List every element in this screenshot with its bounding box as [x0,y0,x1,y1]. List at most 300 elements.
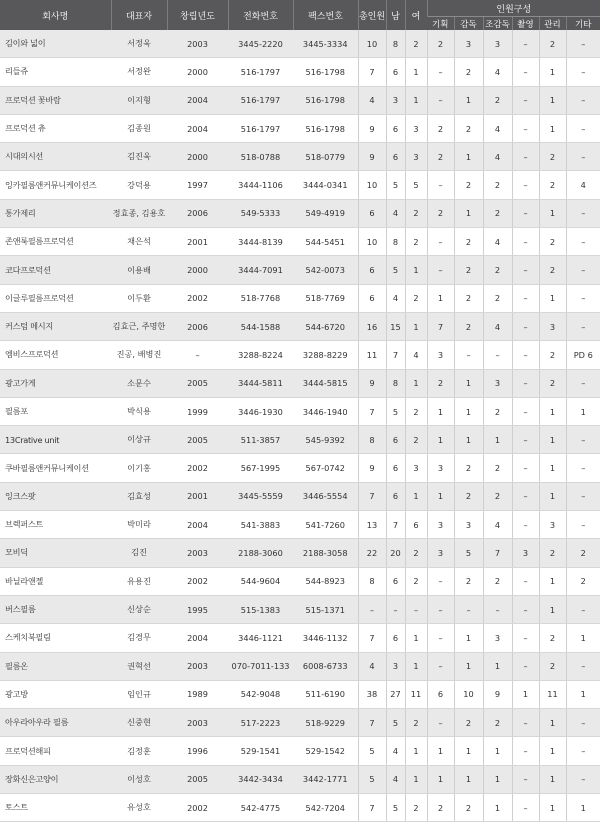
cell-ceo: 서정완 [111,58,167,86]
cell-planning: – [427,567,454,595]
cell-male: – [386,595,405,623]
cell-planning: – [427,58,454,86]
cell-management: 2 [539,228,566,256]
cell-planning: 2 [427,199,454,227]
cell-male: 7 [386,341,405,369]
cell-assistant-director: 2 [483,199,512,227]
cell-cinematography: – [512,454,539,482]
table-row [0,369,600,397]
table-row [0,86,600,114]
cell-female: 11 [405,680,427,708]
cell-planning: – [427,709,454,737]
cell-management: 1 [539,114,566,142]
cell-total: 7 [358,397,386,425]
cell-fax: 542-0073 [293,256,358,284]
cell-male: 4 [386,765,405,793]
cell-other: – [566,30,600,58]
cell-fax: 516-1798 [293,58,358,86]
table-row [0,737,600,765]
cell-total: 6 [358,256,386,284]
cell-phone: 3446-1930 [228,397,293,425]
cell-company: 토스트 [0,794,111,822]
cell-planning: 1 [427,397,454,425]
cell-total: 16 [358,312,386,340]
cell-director: 2 [454,228,483,256]
cell-founded: 2005 [167,426,228,454]
cell-founded: 2000 [167,256,228,284]
cell-phone: 515-1383 [228,595,293,623]
cell-director: 2 [454,171,483,199]
cell-ceo: 유성호 [111,794,167,822]
table-row [0,652,600,680]
cell-other: – [566,595,600,623]
cell-planning: – [427,228,454,256]
cell-cinematography: – [512,199,539,227]
cell-fax: 544-6720 [293,312,358,340]
cell-male: 5 [386,256,405,284]
cell-male: 3 [386,652,405,680]
header-phone: 전화번호 [228,0,293,30]
cell-male: 5 [386,709,405,737]
cell-management: 2 [539,624,566,652]
cell-other: – [566,426,600,454]
cell-assistant-director: 4 [483,511,512,539]
cell-fax: 544-5451 [293,228,358,256]
cell-company: 장화신은고양이 [0,765,111,793]
cell-planning: 7 [427,312,454,340]
cell-fax: 3288-8229 [293,341,358,369]
cell-female: 1 [405,256,427,284]
cell-fax: 516-1798 [293,114,358,142]
cell-ceo: 진공, 배병진 [111,341,167,369]
cell-ceo: 소문수 [111,369,167,397]
cell-ceo: 신중현 [111,709,167,737]
cell-management: 1 [539,482,566,510]
cell-management: 2 [539,143,566,171]
header-staff-director: 감독 [454,17,483,31]
cell-planning: 2 [427,30,454,58]
cell-company: 모비딕 [0,539,111,567]
cell-phone: 517-2223 [228,709,293,737]
cell-director: 1 [454,86,483,114]
cell-director: 2 [454,709,483,737]
cell-management: 1 [539,709,566,737]
cell-planning: 2 [427,369,454,397]
cell-company: 브렉퍼스트 [0,511,111,539]
cell-ceo: 정효종, 김용호 [111,199,167,227]
cell-cinematography: – [512,567,539,595]
cell-cinematography: – [512,30,539,58]
cell-phone: 3444-1106 [228,171,293,199]
cell-company: 프로덕션 츄 [0,114,111,142]
cell-assistant-director: 3 [483,30,512,58]
cell-phone: 542-9048 [228,680,293,708]
cell-female: – [405,595,427,623]
cell-assistant-director: 2 [483,482,512,510]
cell-female: 1 [405,58,427,86]
cell-ceo: 이용배 [111,256,167,284]
table-row [0,794,600,822]
cell-assistant-director: 1 [483,737,512,765]
cell-assistant-director: 4 [483,58,512,86]
cell-founded: 1989 [167,680,228,708]
cell-cinematography: – [512,171,539,199]
cell-planning: 1 [427,765,454,793]
cell-company: 스케치북필림 [0,624,111,652]
cell-director: 1 [454,397,483,425]
table-row [0,454,600,482]
cell-ceo: 김종원 [111,114,167,142]
cell-ceo: 김정훈 [111,737,167,765]
cell-other: 1 [566,794,600,822]
cell-female: 5 [405,171,427,199]
cell-founded: 1996 [167,737,228,765]
cell-female: 2 [405,567,427,595]
cell-female: 1 [405,765,427,793]
cell-founded: 2000 [167,143,228,171]
cell-assistant-director: 1 [483,426,512,454]
cell-cinematography: – [512,765,539,793]
cell-company: 잉크스팟 [0,482,111,510]
cell-founded: 2004 [167,86,228,114]
cell-director: 1 [454,143,483,171]
cell-assistant-director: – [483,595,512,623]
cell-cinematography: – [512,341,539,369]
cell-phone: 3288-8224 [228,341,293,369]
table-row [0,312,600,340]
cell-total: – [358,595,386,623]
table-row [0,482,600,510]
cell-assistant-director: 2 [483,709,512,737]
cell-fax: 544-8923 [293,567,358,595]
cell-phone: 3444-8139 [228,228,293,256]
cell-cinematography: – [512,58,539,86]
cell-other: – [566,454,600,482]
table-row [0,539,600,567]
cell-phone: 549-5333 [228,199,293,227]
cell-director: – [454,341,483,369]
cell-cinematography: 3 [512,539,539,567]
cell-phone: 544-9604 [228,567,293,595]
cell-female: 1 [405,624,427,652]
cell-ceo: 박식용 [111,397,167,425]
cell-ceo: 이성호 [111,765,167,793]
cell-phone: 518-7768 [228,284,293,312]
cell-company: 광고방 [0,680,111,708]
cell-phone: 516-1797 [228,86,293,114]
cell-director: 2 [454,454,483,482]
cell-fax: 518-9229 [293,709,358,737]
cell-management: 1 [539,426,566,454]
table-row [0,511,600,539]
cell-cinematography: – [512,397,539,425]
cell-fax: 3444-0341 [293,171,358,199]
cell-fax: 549-4919 [293,199,358,227]
cell-management: 1 [539,199,566,227]
cell-fax: 518-0779 [293,143,358,171]
cell-founded: 2004 [167,511,228,539]
cell-director: 1 [454,737,483,765]
cell-company: 아우라아우라 필름 [0,709,111,737]
cell-planning: 1 [427,482,454,510]
cell-fax: 3444-5815 [293,369,358,397]
cell-ceo: 김진욱 [111,143,167,171]
cell-female: 2 [405,397,427,425]
cell-assistant-director: 7 [483,539,512,567]
cell-ceo: 채은석 [111,228,167,256]
header-fax: 팩스번호 [293,0,358,30]
cell-assistant-director: 4 [483,312,512,340]
header-founded: 창립년도 [167,0,228,30]
cell-company: 커스텀 메시지 [0,312,111,340]
cell-total: 7 [358,794,386,822]
cell-management: 3 [539,511,566,539]
cell-company: 13Crative unit [0,426,111,454]
cell-total: 9 [358,143,386,171]
cell-phone: 3446-1121 [228,624,293,652]
cell-founded: 2003 [167,539,228,567]
cell-management: 1 [539,595,566,623]
header-ceo: 대표자 [111,0,167,30]
cell-ceo: 강덕용 [111,171,167,199]
cell-other: PD 6 [566,341,600,369]
cell-founded: 2006 [167,199,228,227]
cell-phone: 511-3857 [228,426,293,454]
cell-female: 2 [405,284,427,312]
cell-ceo: 신상순 [111,595,167,623]
cell-assistant-director: 2 [483,567,512,595]
cell-company: 버스필름 [0,595,111,623]
cell-planning: 3 [427,454,454,482]
cell-male: 4 [386,284,405,312]
table-row [0,709,600,737]
cell-phone: 3445-2220 [228,30,293,58]
cell-cinematography: – [512,794,539,822]
cell-female: 1 [405,312,427,340]
cell-management: 1 [539,397,566,425]
cell-other: 4 [566,171,600,199]
cell-planning: – [427,624,454,652]
cell-assistant-director: 1 [483,652,512,680]
cell-management: 2 [539,539,566,567]
cell-female: 1 [405,86,427,114]
cell-fax: 516-1798 [293,86,358,114]
cell-total: 9 [358,114,386,142]
cell-total: 8 [358,426,386,454]
cell-cinematography: – [512,482,539,510]
table-row [0,680,600,708]
cell-cinematography: – [512,624,539,652]
cell-cinematography: – [512,737,539,765]
cell-phone: 070-7011-133 [228,652,293,680]
cell-director: 1 [454,199,483,227]
cell-total: 7 [358,482,386,510]
cell-total: 5 [358,737,386,765]
cell-other: – [566,369,600,397]
table-row [0,624,600,652]
cell-company: 시대의시선 [0,143,111,171]
cell-founded: 2002 [167,284,228,312]
cell-cinematography: – [512,652,539,680]
header-company: 회사명 [0,0,111,30]
table-row [0,284,600,312]
cell-total: 4 [358,652,386,680]
cell-director: 2 [454,58,483,86]
cell-founded: 2002 [167,454,228,482]
cell-ceo: 이두환 [111,284,167,312]
cell-founded: 2003 [167,30,228,58]
cell-company: 필름온 [0,652,111,680]
cell-company: 존앤룩필름프로덕션 [0,228,111,256]
cell-management: 2 [539,341,566,369]
cell-founded: – [167,341,228,369]
cell-female: 2 [405,426,427,454]
cell-founded: 2004 [167,114,228,142]
cell-other: – [566,58,600,86]
cell-assistant-director: 2 [483,454,512,482]
cell-other: – [566,511,600,539]
cell-director: 1 [454,652,483,680]
cell-female: 3 [405,114,427,142]
cell-assistant-director: 4 [483,114,512,142]
cell-total: 5 [358,765,386,793]
cell-founded: 1997 [167,171,228,199]
cell-ceo: 김효성 [111,482,167,510]
cell-male: 4 [386,737,405,765]
cell-fax: 3442-1771 [293,765,358,793]
cell-company: 리들쥬 [0,58,111,86]
cell-company: 쿠바필름앤커뮤니케이션 [0,454,111,482]
cell-female: 2 [405,794,427,822]
cell-cinematography: – [512,143,539,171]
cell-company: 엠비스프로덕션 [0,341,111,369]
cell-other: 1 [566,397,600,425]
cell-management: 2 [539,30,566,58]
cell-management: 3 [539,312,566,340]
cell-female: 2 [405,228,427,256]
cell-total: 10 [358,171,386,199]
cell-director: 2 [454,284,483,312]
cell-ceo: 김진 [111,539,167,567]
cell-director: – [454,595,483,623]
table-row [0,199,600,227]
cell-other: 2 [566,567,600,595]
cell-founded: 2001 [167,482,228,510]
cell-phone: 518-0788 [228,143,293,171]
cell-male: 6 [386,624,405,652]
cell-assistant-director: 4 [483,228,512,256]
cell-planning: – [427,652,454,680]
cell-male: 6 [386,143,405,171]
cell-management: 2 [539,369,566,397]
cell-company: 김이와 넓이 [0,30,111,58]
cell-company: 광고가게 [0,369,111,397]
cell-ceo: 김효근, 주명한 [111,312,167,340]
cell-assistant-director: 3 [483,624,512,652]
cell-total: 6 [358,199,386,227]
cell-phone: 516-1797 [228,58,293,86]
header-staff-group: 인원구성 [427,0,600,17]
cell-fax: 3446-5554 [293,482,358,510]
cell-director: 2 [454,794,483,822]
cell-male: 3 [386,86,405,114]
cell-director: 2 [454,114,483,142]
cell-ceo: 임인규 [111,680,167,708]
cell-planning: – [427,256,454,284]
cell-male: 6 [386,426,405,454]
cell-cinematography: – [512,312,539,340]
cell-fax: 511-6190 [293,680,358,708]
cell-assistant-director: 4 [483,143,512,171]
cell-male: 6 [386,454,405,482]
cell-other: – [566,199,600,227]
cell-founded: 2002 [167,794,228,822]
cell-management: 1 [539,794,566,822]
cell-phone: 3445-5559 [228,482,293,510]
cell-total: 7 [358,58,386,86]
cell-founded: 2006 [167,312,228,340]
cell-other: – [566,86,600,114]
table-row [0,58,600,86]
cell-management: 2 [539,256,566,284]
cell-other: – [566,652,600,680]
cell-male: 5 [386,794,405,822]
cell-fax: 3445-3334 [293,30,358,58]
cell-company: 이글루필름프로덕션 [0,284,111,312]
cell-fax: 545-9392 [293,426,358,454]
cell-other: – [566,143,600,171]
cell-fax: 515-1371 [293,595,358,623]
cell-fax: 3446-1132 [293,624,358,652]
cell-total: 10 [358,228,386,256]
cell-other: – [566,256,600,284]
cell-ceo: 박미라 [111,511,167,539]
cell-fax: 2188-3058 [293,539,358,567]
cell-director: 10 [454,680,483,708]
cell-management: 1 [539,765,566,793]
cell-female: 2 [405,539,427,567]
cell-director: 1 [454,624,483,652]
cell-fax: 3446-1940 [293,397,358,425]
cell-assistant-director: 3 [483,369,512,397]
cell-total: 11 [358,341,386,369]
cell-phone: 2188-3060 [228,539,293,567]
cell-male: 6 [386,567,405,595]
cell-female: 4 [405,341,427,369]
header-staff-management: 관리 [539,17,566,31]
cell-total: 6 [358,284,386,312]
cell-director: 2 [454,256,483,284]
cell-female: 1 [405,482,427,510]
cell-other: – [566,114,600,142]
table-row [0,171,600,199]
cell-total: 9 [358,369,386,397]
cell-founded: 2005 [167,369,228,397]
cell-planning: 1 [427,426,454,454]
cell-planning: 1 [427,737,454,765]
table-row [0,143,600,171]
cell-director: 5 [454,539,483,567]
cell-ceo: 권혁선 [111,652,167,680]
cell-company: 프로덕션해피 [0,737,111,765]
cell-other: – [566,737,600,765]
cell-management: 1 [539,284,566,312]
cell-founded: 2001 [167,228,228,256]
cell-cinematography: – [512,228,539,256]
cell-assistant-director: – [483,341,512,369]
cell-ceo: 이기홍 [111,454,167,482]
cell-female: 3 [405,454,427,482]
